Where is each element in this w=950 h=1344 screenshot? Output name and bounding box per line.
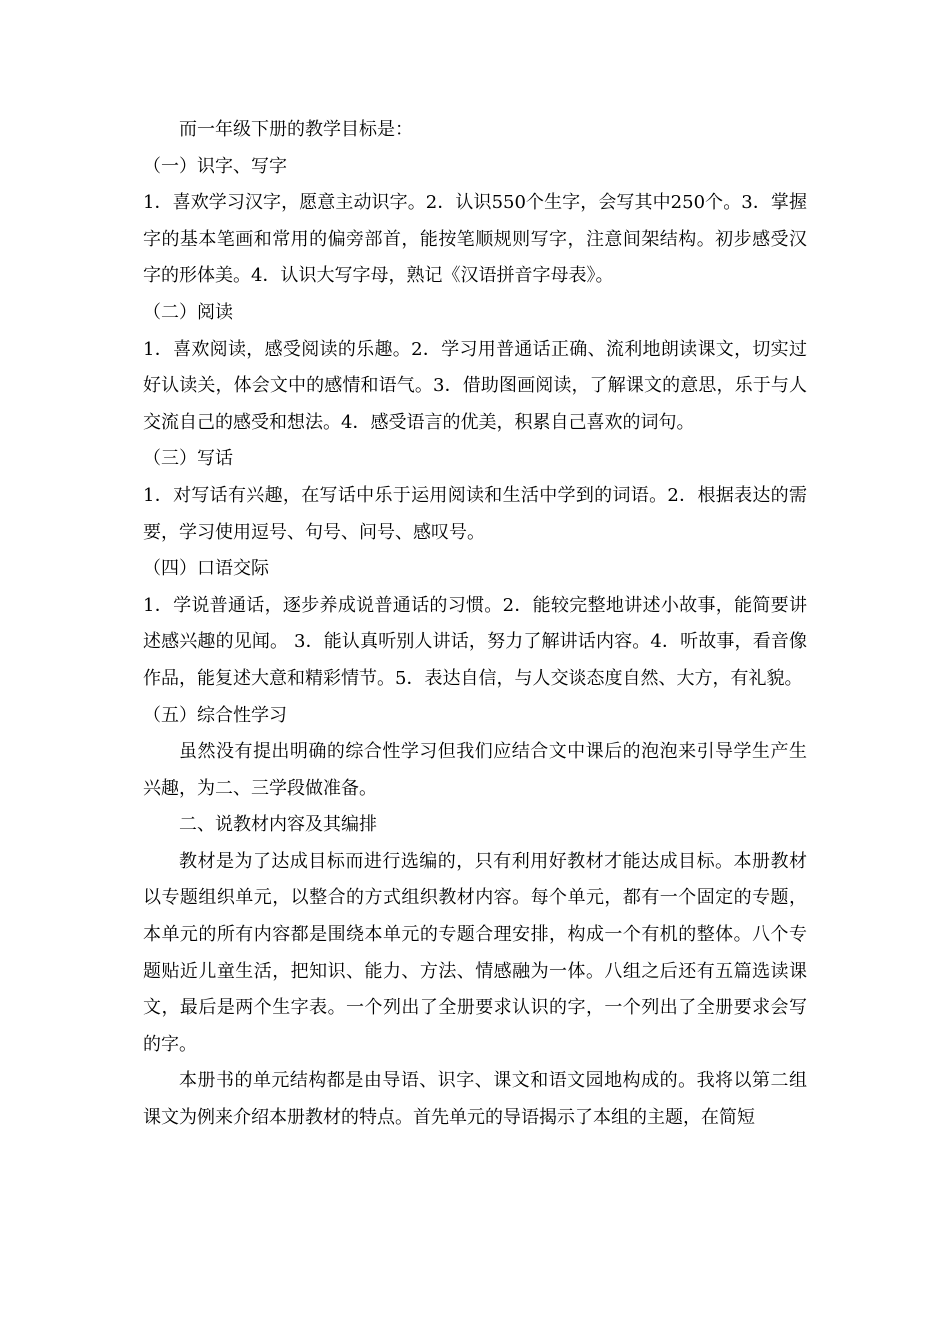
textbook-content-paragraph: 教材是为了达成目标而进行选编的，只有利用好教材才能达成目标。本册教材以专题组织单元，以整合的方式组织教材内容。每个单元，都有一个固定的专题，本单元的所有内容都是围绕本单元的专题合理安排，构成一个有机的整体。八个专题贴近儿童生活，把知识、能力、方法、情感融为一体。八组之后还有五篇选读课文，最后是两个生字表。一个列出了全册要求认识的字，一个列出了全册要求会写的字。 [143, 850, 807, 1055]
unit-structure-paragraph: 本册书的单元结构都是由导语、识字、课文和语文园地构成的。我将以第二组课文为例来介绍本册教材的特点。首先单元的导语揭示了本组的主题，在简短 [143, 1070, 807, 1129]
reading-goals-paragraph: 1．喜欢阅读，感受阅读的乐趣。2．学习用普通话正确、流利地朗读课文，切实过好认读关，体会文中的感情和语气。3．借助图画阅读，了解课文的意思，乐于与人交流自己的感受和想法。4．感受语言的优美，积累自己喜欢的词句。 [143, 338, 807, 433]
intro-paragraph: 而一年级下册的教学目标是： [179, 119, 413, 140]
integrated-learning-paragraph: 虽然没有提出明确的综合性学习但我们应结合文中课后的泡泡来引导学生产生兴趣，为二、三学段做准备。 [143, 741, 807, 799]
literacy-goals-paragraph: 1．喜欢学习汉字，愿意主动识字。2．认识550个生字，会写其中250个。3．掌握字的基本笔画和常用的偏旁部首，能按笔顺规则写字，注意间架结构。初步感受汉字的形体美。4．认识大写字母，熟记《汉语拼音字母表》。 [143, 192, 807, 287]
section-heading-literacy: （一）识字、写字 [143, 155, 287, 177]
document-body [143, 112, 807, 1137]
writing-goals-paragraph: 1．对写话有兴趣，在写话中乐于运用阅读和生活中学到的词语。2．根据表达的需要，学习使用逗号、句号、问号、感叹号。 [143, 484, 807, 543]
section-heading-oral-communication: （四）口语交际 [143, 558, 269, 580]
oral-communication-goals-paragraph: 1．学说普通话，逐步养成说普通话的习惯。2．能较完整地讲述小故事，能简要讲述感兴趣的见闻。 3．能认真听别人讲话，努力了解讲话内容。4．听故事，看音像作品，能复述大意和精彩情节。5．表达自信，与人交谈态度自然、大方，有礼貌。 [143, 594, 807, 689]
section-heading-textbook-content: 二、说教材内容及其编排 [179, 814, 377, 836]
section-heading-reading: （二）阅读 [143, 301, 233, 323]
section-heading-writing: （三）写话 [143, 448, 233, 470]
section-heading-integrated-learning: （五）综合性学习 [143, 704, 287, 726]
